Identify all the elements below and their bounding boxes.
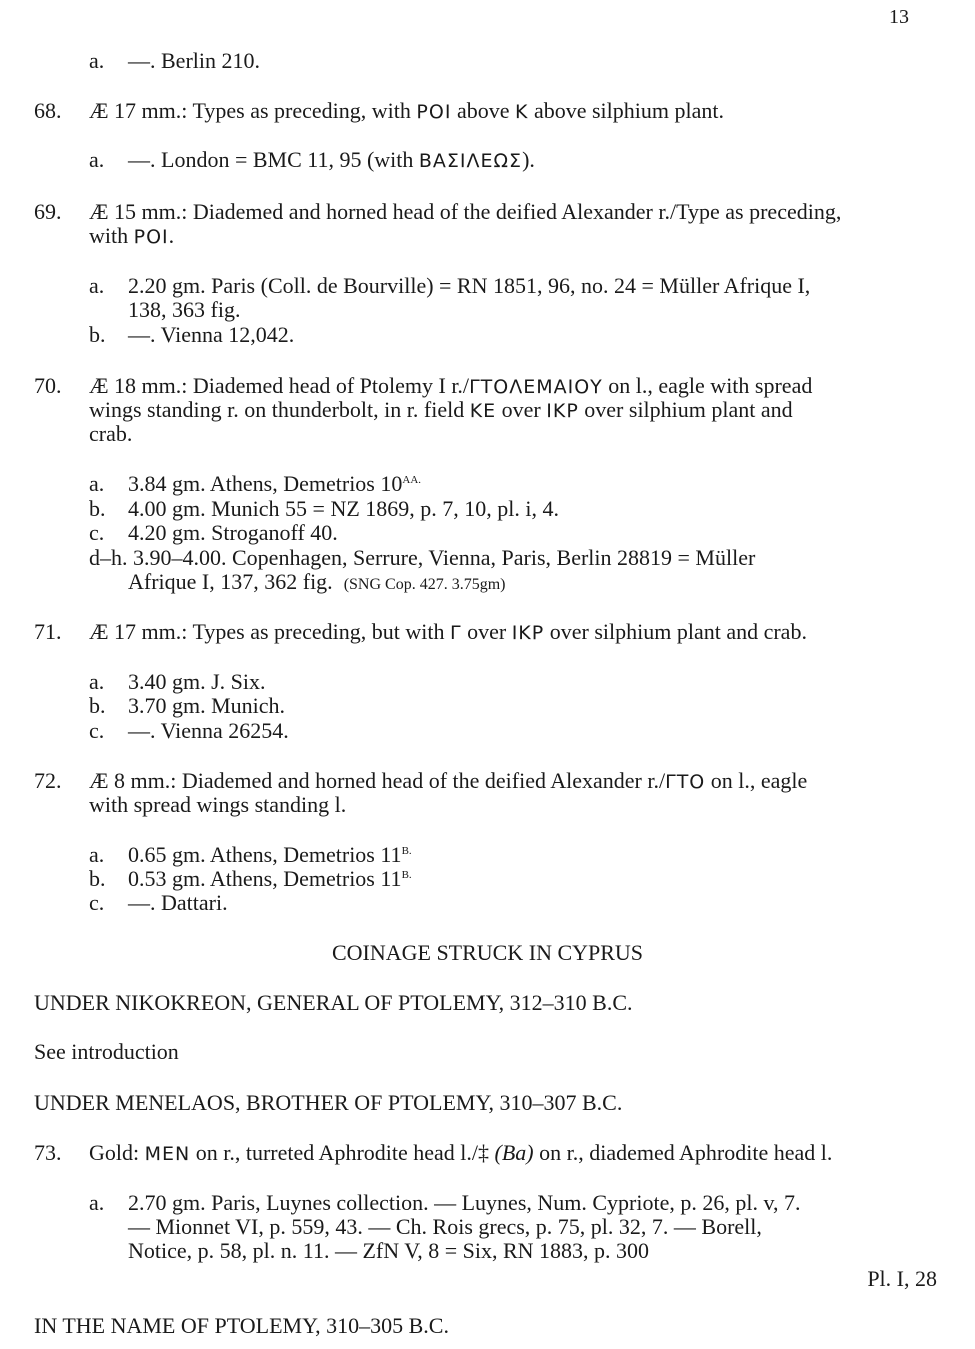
entry-text: d–h. 3.90–4.00. Copenhagen, Serrure, Vienna, Paris, Berlin 28819 = Müller: [89, 545, 756, 570]
monogram: Κ: [514, 101, 529, 123]
paragraph: See introduction: [34, 1039, 179, 1064]
entry-text: 0.53 gm. Athens, Demetrios $11^{B.}$: [128, 866, 412, 891]
entry-text: —. Dattari.: [128, 890, 228, 915]
entry-label: a.: [89, 842, 105, 867]
greek-legend: ΓΤΟΛΕΜΑΙΟΥ: [469, 376, 603, 398]
entry-label: c.: [89, 520, 105, 545]
cypriot-syllabic-symbol: ‡: [478, 1140, 490, 1165]
entry-text: 3.84 gm. Athens, Demetrios $10^{AA.}$: [128, 471, 422, 496]
entry-text: —. Vienna 26254.: [128, 718, 289, 743]
subsection-heading: UNDER NIKOKREON, GENERAL OF PTOLEMY, 312–310 B.C.: [34, 990, 633, 1015]
monogram: ΚΕ: [469, 400, 497, 422]
entry-text: 3.40 gm. J. Six.: [128, 669, 266, 694]
entry-number: 71.: [34, 619, 62, 644]
entry-label: a.: [89, 48, 105, 73]
entry-number: 70.: [34, 373, 62, 398]
greek-legend: ΓΤΟ: [665, 771, 706, 793]
entry-label: c.: [89, 890, 105, 915]
entry-text: Æ 8 mm.: Diademed and horned head of the deified Alexander r./ΓΤΟ on l., eagle: [89, 768, 808, 793]
entry-number: 69.: [34, 199, 62, 224]
entry-number: 72.: [34, 768, 62, 793]
monogram: ΡΟΙ: [133, 226, 169, 248]
greek-legend: ΜΕΝ: [144, 1143, 191, 1165]
entry-text: 0.65 gm. Athens, Demetrios $11^{B.}$: [128, 842, 412, 867]
monogram: ΡΟΙ: [416, 101, 452, 123]
entry-label: b.: [89, 322, 106, 347]
monogram: ΙΚΡ: [546, 400, 579, 422]
entry-label: c.: [89, 718, 105, 743]
entry-text: Gold: ΜΕΝ on r., turreted Aphrodite head l./‡ (Ba) on r., diademed Aphrodite head l.: [89, 1140, 833, 1165]
page-number: 13: [889, 6, 909, 28]
entry-label: a.: [89, 273, 105, 298]
entry-text: 2.20 gm. Paris (Coll. de Bourville) = RN 1851, 96, no. 24 = Müller Afrique I,: [128, 273, 811, 298]
greek-legend: ΒΑΣΙΛΕΩΣ: [418, 150, 523, 172]
section-title: COINAGE STRUCK IN CYPRUS: [331, 940, 644, 965]
monogram: Γ: [450, 622, 462, 644]
entry-text: 2.70 gm. Paris, Luynes collection. — Luynes, Num. Cypriote, p. 26, pl. v, 7.: [128, 1190, 801, 1215]
entry-label: a.: [89, 147, 105, 172]
entry-number: 68.: [34, 98, 62, 123]
entry-text: —. Berlin 210.: [128, 48, 260, 73]
subsection-heading: IN THE NAME OF PTOLEMY, 310–305 B.C.: [34, 1313, 449, 1338]
entry-text: 3.70 gm. Munich.: [128, 693, 286, 718]
entry-number: 73.: [34, 1140, 62, 1165]
entry-text: Æ 17 mm.: Types as preceding, but with Γ over ΙΚΡ over silphium plant and crab.: [89, 619, 807, 644]
entry-text: Æ 18 mm.: Diademed head of Ptolemy I r./ΓΤΟΛΕΜΑΙΟΥ on l., eagle with spread: [89, 373, 813, 398]
entry-label: b.: [89, 496, 106, 521]
entry-label: b.: [89, 693, 106, 718]
entry-label: a.: [89, 1190, 105, 1215]
monogram: ΙΚΡ: [511, 622, 545, 644]
entry-label: b.: [89, 866, 106, 891]
handwritten-note: (SNG Cop. 427. 3.75gm): [343, 576, 506, 593]
plate-reference: Pl. I, 28: [867, 1266, 937, 1291]
entry-label: a.: [89, 669, 105, 694]
entry-label: a.: [89, 471, 105, 496]
entry-text: 4.00 gm. Munich 55 = NZ 1869, p. 7, 10, pl. i, 4.: [128, 496, 560, 521]
entry-text: Æ 15 mm.: Diademed and horned head of the deified Alexander r./Type as preceding,: [89, 199, 842, 224]
entry-text: Æ 17 mm.: Types as preceding, with ΡΟΙ above Κ above silphium plant.: [89, 98, 724, 123]
entry-text: —. Vienna 12,042.: [128, 322, 295, 347]
entry-text: 4.20 gm. Stroganoff 40.: [128, 520, 338, 545]
subsection-heading: UNDER MENELAOS, BROTHER OF PTOLEMY, 310–307 B.C.: [34, 1090, 623, 1115]
document-page: 13 a. —. Berlin 210. 68. Æ 17 mm.: Types as preceding, with ΡΟΙ above Κ above silphium plant. a. —. London = BMC 11, 95 (with ΒΑΣΙΛΕΩΣ). 69. Æ 15 mm.: Diademed and horned head of the deified Alexander r./Type as preceding, with ΡΟΙ. a. 2.20 gm. Paris (Coll. de Bourville) = RN 1851, 96, no. 24 = Müller Afrique I, 138, 363 fig. b. —. Vienna 12,042. 70. Æ 18 mm.: Diademed head of Ptolemy I r./ΓΤΟΛΕΜΑΙΟΥ on l., eagle with spread wings standing r. on thunderbolt, in r. field ΚΕ over ΙΚΡ over silphium plant and crab. a. 3.84 gm. Athens, Demetrios $10^{AA.}$ b. 4.00 gm. Munich 55 = NZ 1869, p. 7, 10, pl. i, 4. c. 4.20 gm. Stroganoff 40. d–h. 3.90–4.00. Copenhagen, Serrure, Vienna, Paris, Berlin 28819 = Müller Afrique I, 137, 362 fig. (SNG Cop. 427. 3.75gm) 71. Æ 17 mm.: Types as preceding, but with Γ over ΙΚΡ over silphium plant and crab. a. 3.40 gm. J. Six. b. 3.70 gm. Munich. c. —. Vienna 26254. 72. Æ 8 mm.: Diademed and horned head of the deified Alexander r./ΓΤΟ on l., eagle with spread wings standing l. a. 0.65 gm. Athens, Demetrios $11^{B.}$ b. 0.53 gm. Athens, Demetrios $11^{B.}$ c. —. Dattari. COINAGE STRUCK IN CYPRUS UNDER NIKOKREON, GENERAL OF PTOLEMY, 312–310 B.C. See introduction UNDER MENELAOS, BROTHER OF PTOLEMY, 310–307 B.C. 73. Gold: ΜΕΝ on r., turreted Aphrodite head l./‡ (Ba) on r., diademed Aphrodite head l. a. 2.70 gm. Paris, Luynes collection. — Luynes, Num. Cypriote, p. 26, pl. v, 7. — Mionnet VI, p. 559, 43. — Ch. Rois grecs, p. 75, pl. 32, 7. — Borell, Notice, p. 58, pl. n. 11. — ZfN V, 8 = Six, RN 1883, p. 300 Pl. I, 28 IN THE NAME OF PTOLEMY, 310–305 B.C.: [0, 0, 975, 1349]
entry-text: —. London = BMC 11, 95 (with ΒΑΣΙΛΕΩΣ).: [128, 147, 535, 172]
